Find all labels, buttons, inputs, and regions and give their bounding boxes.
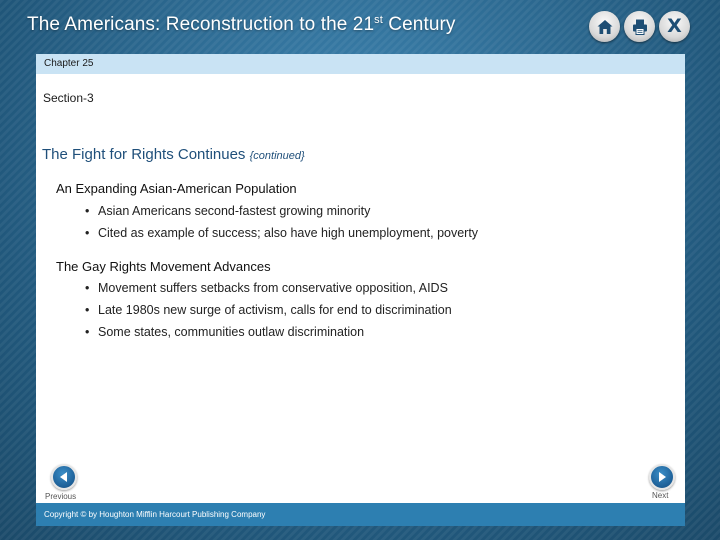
previous-button[interactable]	[51, 464, 77, 490]
bullet-item: • Movement suffers setbacks from conservative opposition, AIDS	[85, 281, 448, 295]
next-button[interactable]	[649, 464, 675, 490]
bullet-marker: •	[85, 303, 90, 317]
chapter-bar	[36, 54, 685, 74]
header-bar	[0, 0, 720, 54]
bullet-item: • Asian Americans second-fastest growing minority	[85, 204, 371, 218]
title-note: {continued}	[249, 150, 305, 162]
chapter-label: Chapter 25	[44, 58, 94, 69]
home-button[interactable]	[589, 11, 620, 42]
slide-panel	[36, 54, 685, 503]
app-title: The Americans: Reconstruction to the 21st Century	[27, 14, 456, 35]
bullet-item: • Cited as example of success; also have high unemployment, poverty	[85, 226, 479, 240]
close-icon: X	[667, 15, 682, 37]
bullet-marker: •	[85, 325, 90, 339]
topic-heading: The Gay Rights Movement Advances	[56, 259, 271, 274]
next-label[interactable]: Next	[652, 491, 669, 500]
bullet-marker: •	[85, 226, 90, 240]
footer-bar	[36, 503, 685, 526]
bullet-item: • Some states, communities outlaw discrimination	[85, 325, 365, 339]
bullet-item: • Late 1980s new surge of activism, calls for end to discrimination	[85, 303, 452, 317]
print-button[interactable]	[624, 11, 655, 42]
print-icon	[631, 18, 649, 36]
close-button[interactable]	[659, 11, 690, 42]
bullet-marker: •	[85, 281, 90, 295]
nav-icon-group	[589, 11, 690, 42]
arrow-left-icon	[57, 470, 71, 484]
bullet-marker: •	[85, 204, 90, 218]
home-icon	[596, 18, 614, 36]
copyright-text: Copyright © by Houghton Mifflin Harcourt Publishing Company	[44, 510, 266, 519]
topic-heading: An Expanding Asian-American Population	[56, 181, 297, 196]
arrow-right-icon	[655, 470, 669, 484]
previous-label[interactable]: Previous	[45, 492, 77, 501]
slide-title: The Fight for Rights Continues {continued}	[42, 146, 305, 163]
section-label: Section-3	[43, 91, 94, 105]
